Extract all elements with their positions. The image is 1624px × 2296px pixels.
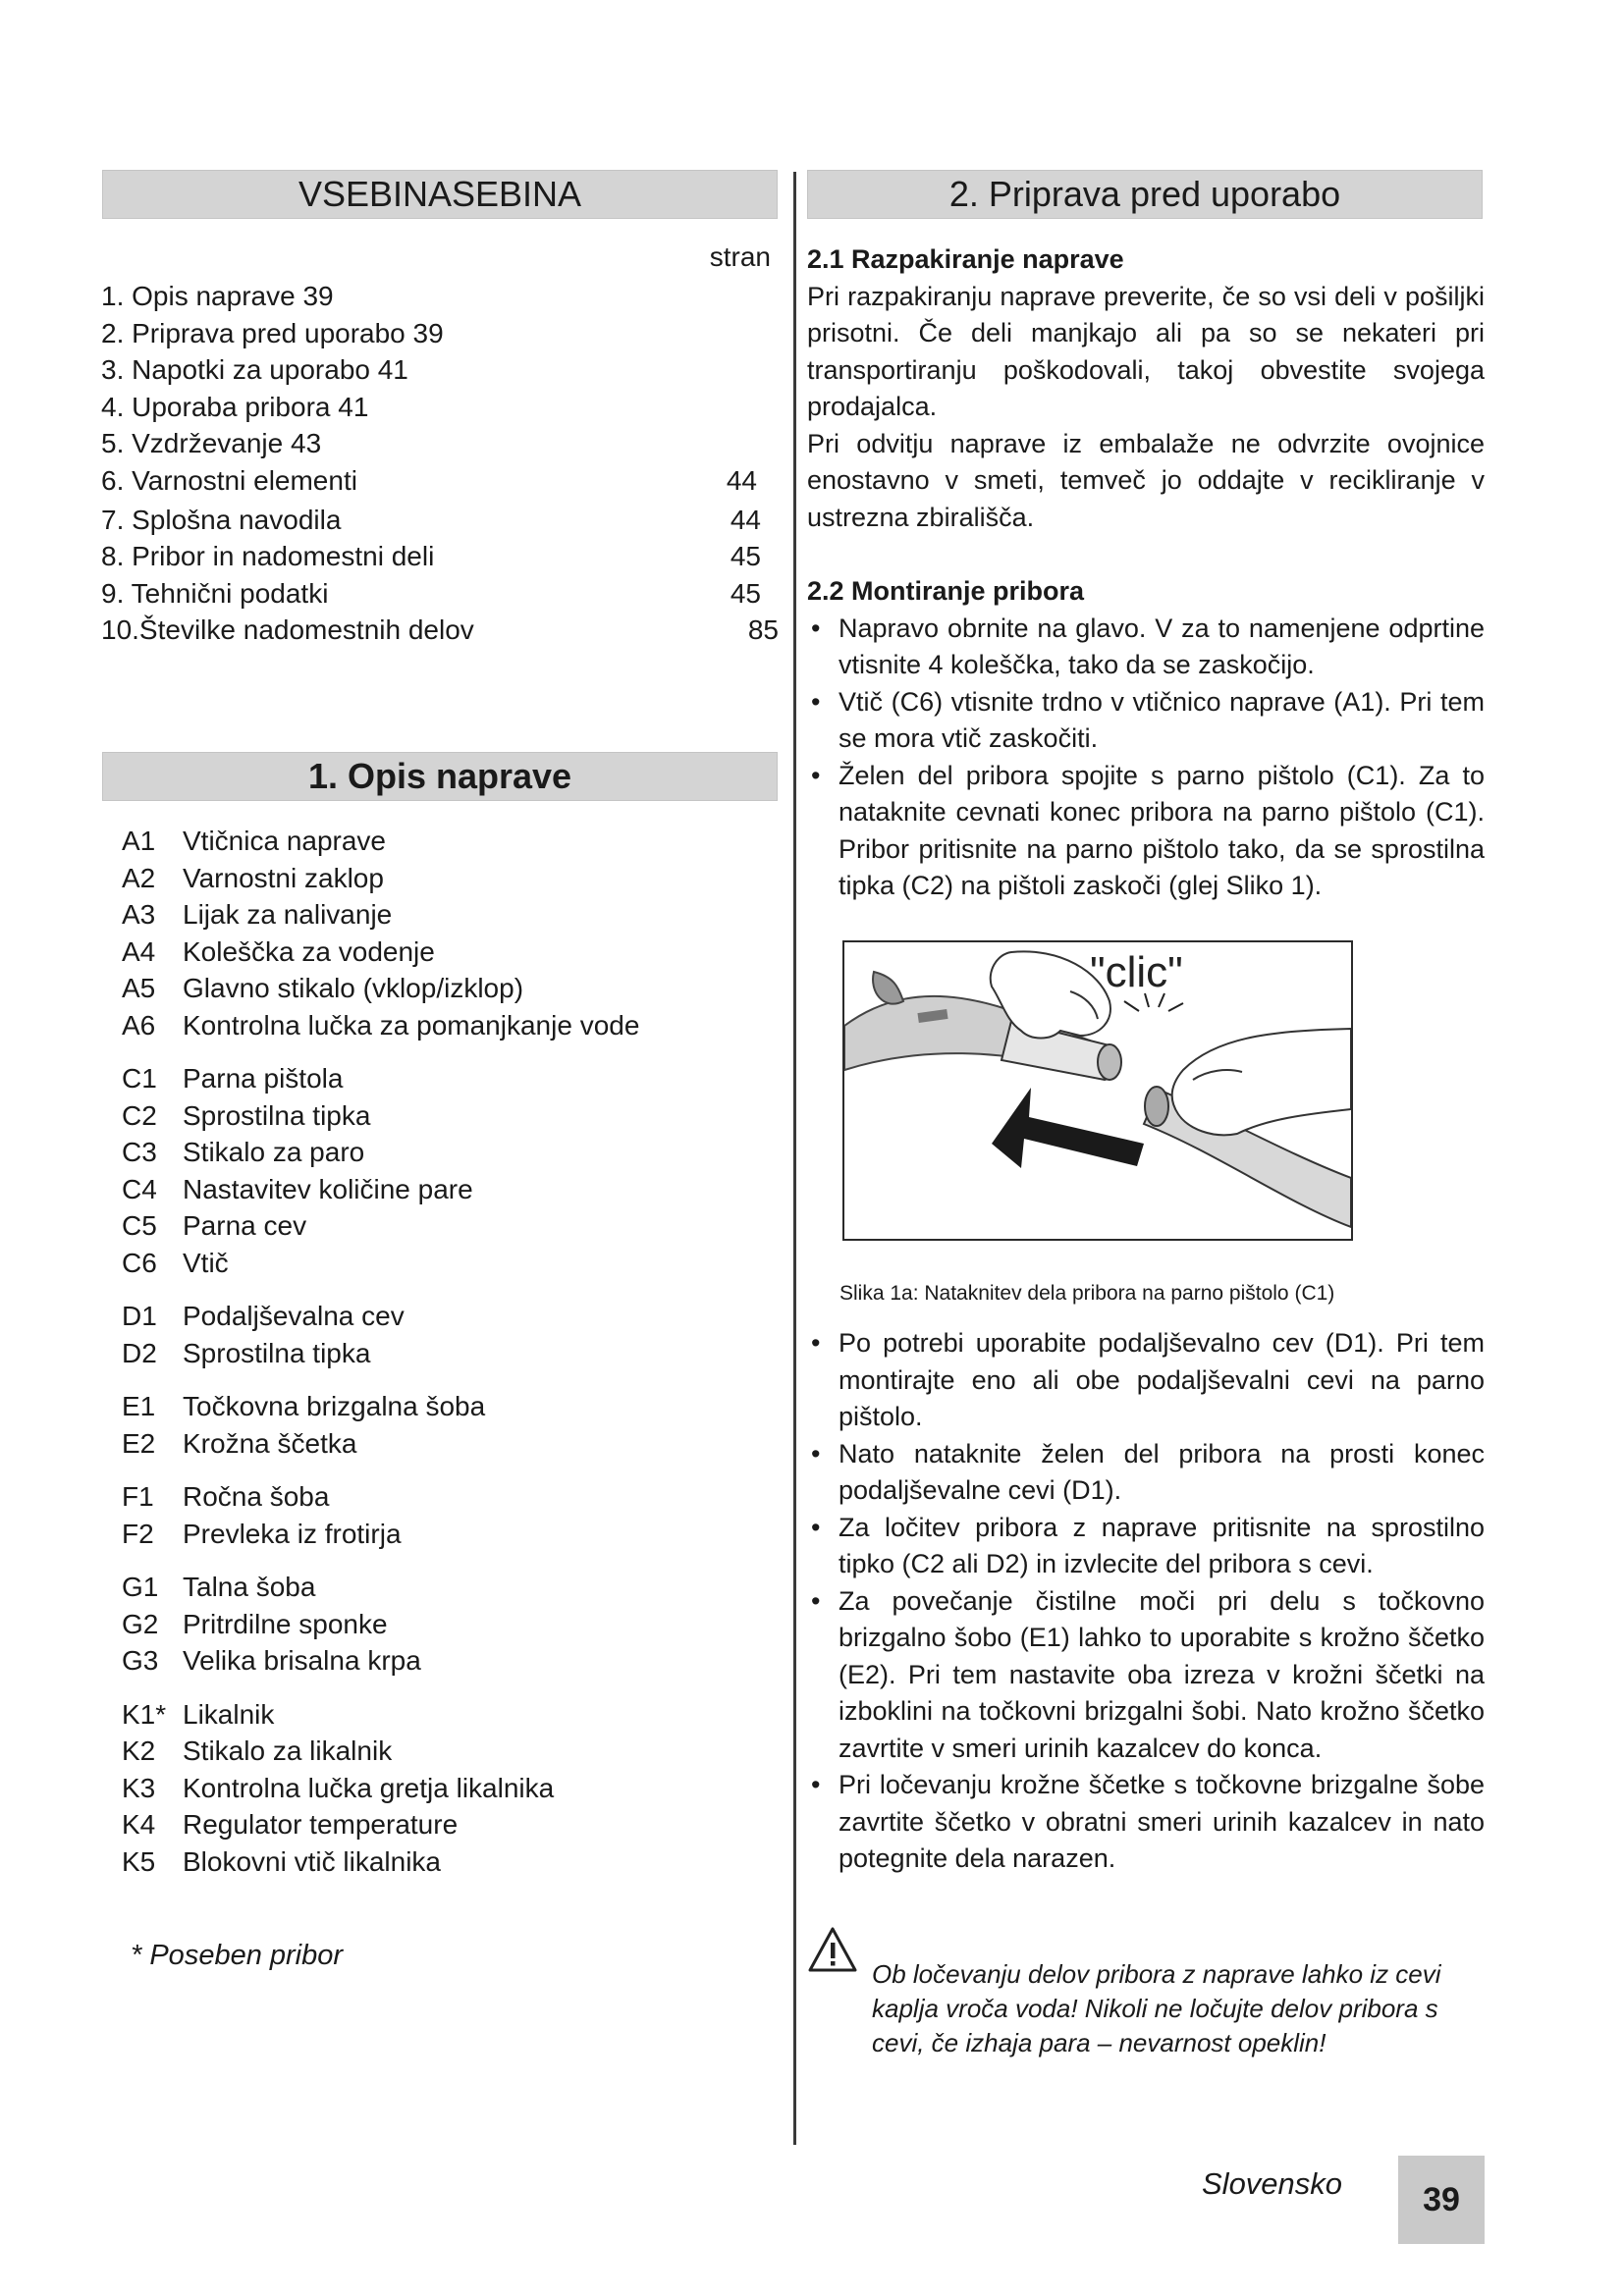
toc-title: VSEBINASEBINA [298,174,582,214]
subsection-title: 2.2 Montiranje pribora [807,576,1085,606]
part-item: G3 Velika brisalna krpa [122,1645,421,1676]
part-item: C5 Parna cev [122,1210,307,1241]
bullet-list [807,611,1485,905]
toc-entry: 6. Varnostni elementi 44 [101,465,757,496]
part-item: K2 Stikalo za likalnik [122,1735,393,1766]
toc-entry: 4. Uporaba pribora 41 [101,392,369,422]
page-number-box [1398,2156,1485,2244]
part-item: F1 Ročna šoba [122,1481,330,1512]
right-hand [1172,1029,1351,1135]
part-item: K5 Blokovni vtič likalnika [122,1845,441,1877]
bullet-list [807,1325,1485,1878]
part-item: K4 Regulator temperature [122,1809,459,1840]
part-item: A1 Vtičnica naprave [122,826,387,856]
toc-entry: 10.Številke nadomestnih delov 85 [101,614,779,645]
figure-1a [842,940,1353,1241]
part-item: C1 Parna pištola [122,1063,344,1094]
toc-page-column-label: stran [709,241,771,272]
part-item: C3 Stikalo za paro [122,1137,365,1167]
part-item: A3 Lijak za nalivanje [122,899,393,930]
list-item: • Nato nataknite želen del pribora na prosti konec podaljševalne cevi (D1). [807,1436,1485,1510]
section2-title: 2. Priprava pred uporabo [948,174,1341,214]
paragraph: Pri odvitju naprave iz embalaže ne odvrzite ovojnice enostavno v smeti, temveč jo oddajte v recikliranje v ustrezna zbirališča. [807,428,1485,532]
footnote: * Poseben pribor [131,1940,344,1971]
column-divider [793,172,796,2145]
part-item: D2 Sprostilna tipka [122,1337,371,1368]
subsection-title: 2.1 Razpakiranje naprave [807,244,1124,274]
section1-title: 1. Opis naprave [307,756,572,796]
section2-header [807,170,1483,219]
toc-header [102,170,778,219]
part-item: K3 Kontrolna lučka gretja likalnika [122,1772,555,1803]
part-item: A6 Kontrolna lučka za pomanjkanje vode [122,1009,640,1041]
toc-entry: 3. Napotki za uporabo 41 [101,354,408,385]
list-item: • Pri ločevanju krožne ščetke s točkovne brizgalne šobe zavrtite ščetko v obratni smeri urinih kazalcev in nato potegnite dela narazen. [807,1767,1485,1878]
part-item: A5 Glavno stikalo (vklop/izklop) [122,973,524,1003]
part-item: C2 Sprostilna tipka [122,1099,371,1131]
page-number: 39 [1423,2181,1460,2218]
section1-header [102,752,778,801]
list-item: • Za ločitev pribora z naprave pritisnite na sprostilno tipko (C2 ali D2) in izvlecite del pribora s cevi. [807,1510,1485,1583]
section2-intro [807,241,1485,905]
toc-entry: 8. Pribor in nadomestni deli 45 [101,541,761,571]
part-item: C4 Nastavitev količine pare [122,1173,473,1204]
toc-entry: 1. Opis naprave 39 [101,281,334,311]
section2-steps [807,1325,1485,1878]
footer-language: Slovensko [1202,2166,1343,2201]
part-item: E1 Točkovna brizgalna šoba [122,1391,486,1421]
list-item: • Po potrebi uporabite podaljševalno cev (D1). Pri tem montirajte eno ali obe podaljševalni cevi na parno pištolo. [807,1325,1485,1436]
part-item: G1 Talna šoba [122,1572,316,1602]
paragraph: Pri razpakiranju naprave preverite, če so vsi deli v pošiljki prisotni. Če deli manjkajo ali pa so se nekateri pri transportiranju poškodovali, takoj obvestite svojega prodajalca. [807,281,1485,421]
list-item: • Za povečanje čistilne moči pri delu s točkovno brizgalno šobo (E1) lahko to uporabite s krožno ščetko (E2). Pri tem nastavite oba izreza v krožni ščetki na izboklini na točkovni brizgalni šobi. Nato krožno ščetko zavrtite v smeri urinih kazalcev do konca. [807,1583,1485,1768]
list-item: • Želen del pribora spojite s parno pištolo (C1). Za to nataknite cevnati konec pribora na parno pištolo (C1). Pribor pritisnite na parno pištolo tako, da se sprostilna tipka (C2) na pištoli zaskoči (glej Sliko 1). [807,758,1485,905]
toc-entry: 7. Splošna navodila 44 [101,505,761,535]
part-item: A2 Varnostni zaklop [122,862,384,893]
part-item: A4 Koleščka za vodenje [122,935,435,967]
list-item: • Vtič (C6) vtisnite trdno v vtičnico naprave (A1). Pri tem se mora vtič zaskočiti. [807,684,1485,758]
list-item: • Napravo obrnite na glavo. V za to namenjene odprtine vtisnite 4 koleščka, tako da se zaskočijo. [807,611,1485,684]
toc-entry: 2. Priprava pred uporabo 39 [101,318,444,348]
part-item: K1* Likalnik [122,1698,275,1730]
part-item: D1 Podaljševalna cev [122,1301,405,1331]
part-item: F2 Prevleka iz frotirja [122,1518,402,1549]
part-item: G2 Pritrdilne sponke [122,1608,388,1639]
figure-caption: Slika 1a: Nataknitev dela pribora na parno pištolo (C1) [839,1282,1335,1305]
toc-entry: 5. Vzdrževanje 43 [101,428,322,458]
clic-label: "clic" [1090,948,1183,996]
direction-arrow [992,1088,1144,1168]
warning-text: Ob ločevanju delov pribora z naprave lahko iz cevi kaplja vroča voda! Nikoli ne ločujte delov pribora s cevi, če izhaja para – nevarnost opeklin! [872,1959,1441,2057]
toc-entry: 9. Tehnični podatki 45 [101,578,761,609]
part-item: E2 Krožna ščetka [122,1427,357,1459]
parts-list [122,823,639,1880]
warning-icon [807,1926,858,1973]
part-item: C6 Vtič [122,1247,229,1278]
